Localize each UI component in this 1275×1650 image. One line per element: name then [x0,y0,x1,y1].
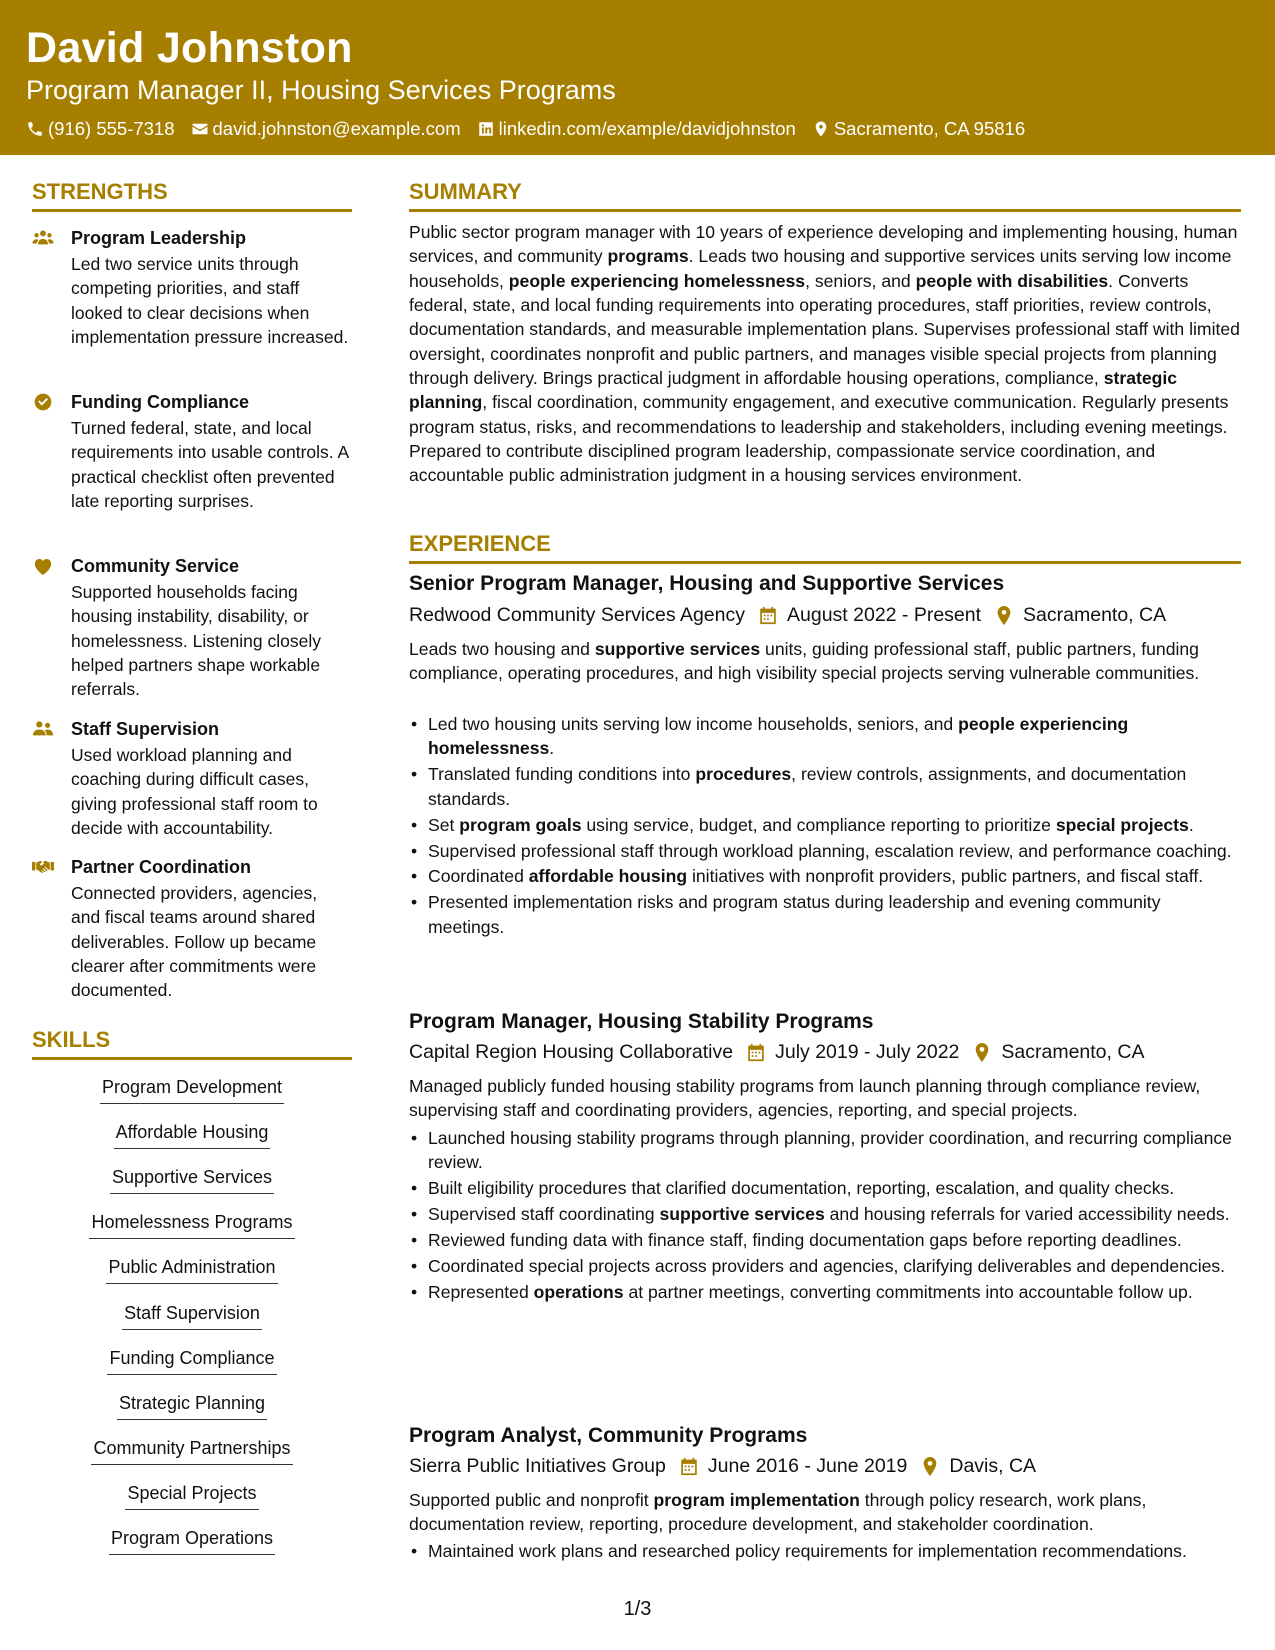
skill-tag: Supportive Services [32,1165,352,1194]
bullet-item [409,864,1241,888]
bold-text: operations [533,1282,624,1303]
text-run: Managed publicly funded housing stability programs from launch planning through compliance review, supervising staff and coordinating providers, agencies, reporting, and special projects. [409,1076,1201,1121]
bullet-item [409,1228,1241,1252]
strength-title: Partner Coordination [71,857,252,877]
skills-heading: SKILLS [32,1027,111,1052]
bullet-item [409,712,1241,761]
strength-title: Funding Compliance [71,392,249,412]
strength-text: Turned federal, state, and local requirements into usable controls. A practical checklist often prevented late reporting surprises. [71,418,349,511]
bold-text: program goals [459,814,582,835]
contact-location [812,116,1025,142]
text-run: and housing referrals for varied accessibility needs. [824,1204,1230,1225]
summary-rule [409,209,1241,212]
bullet-item [409,1539,1241,1563]
job-title: Program Manager, Housing Stability Programs [409,1010,874,1033]
handshake-icon [32,857,54,877]
text-run: Translated funding conditions into [428,764,696,785]
bullet-item [409,890,1241,939]
job-bullets [409,712,1241,941]
experience-rule [409,561,1241,564]
job-dates: July 2019 - July 2022 [775,1041,960,1063]
phone-icon [26,120,44,138]
job-description [409,637,1241,686]
email-text: david.johnston@example.com [212,118,461,139]
text-run: , seniors, and [805,270,916,291]
text-run: Coordinated special projects across providers and agencies, clarifying deliverables and dependencies. [428,1256,1226,1277]
page-number: 1/3 [623,1598,652,1620]
skill-tag: Staff Supervision [32,1301,352,1330]
map-pin-icon [812,120,830,138]
strength-text: Supported households facing housing instability, disability, or homelessness. Listening closely helped partners shape workable referrals. [71,582,321,700]
heart-icon [32,556,54,576]
job-meta [409,1039,1144,1065]
contact-email[interactable] [191,116,461,142]
candidate-name: David Johnston [26,24,353,72]
user-group-icon [32,719,54,739]
text-run: Coordinated [428,866,529,887]
skills-rule [32,1057,352,1060]
text-run: , fiscal coordination, community engagement, and executive communication. Regularly presents program status, risks, and recommendations to leadership and stakeholders, including evening meetings. Prepared to contribute disciplined program leadership, compassionate service coordination, and accountable public administration judgment in a housing services environment. [409,392,1229,486]
text-run: Leads two housing and [409,639,595,659]
job-org: Capital Region Housing Collaborative [409,1041,734,1063]
text-run: . Converts federal, state, and local funding requirements into operating procedures, staff priorities, review controls, documentation standards, and measurable implementation plans. Supervises professional staff with limited oversight, coordinates nonprofit and public partners, and manages visible special projects from planning through delivery. Brings practical judgment in affordable housing operations, compliance, [409,270,1240,389]
skill-tag: Community Partnerships [32,1436,352,1465]
bold-text: supportive services [659,1204,825,1225]
strengths-rule [32,209,352,212]
bullet-item [409,1280,1241,1304]
resume-header [0,0,1275,155]
calendar-icon [680,1457,698,1476]
strength-text: Led two service units through competing priorities, and staff looked to clear decisions when implementation pressure increased. [71,254,349,347]
skill-tag: Program Operations [32,1526,352,1555]
text-run: , review controls, assignments, and documentation standards. [428,764,1187,809]
map-pin-icon [995,606,1013,625]
job-meta [409,1453,1036,1479]
text-run: initiatives with nonprofit providers, public partners, and fiscal staff. [687,866,1204,887]
job-org: Sierra Public Initiatives Group [409,1455,666,1477]
bullet-item [409,1126,1241,1175]
bold-text: people with disabilities [915,270,1109,291]
text-run: Supported public and nonprofit [409,1490,654,1510]
bullet-item [409,1202,1241,1226]
bold-text: programs [607,246,689,267]
text-run: Public sector program manager with 10 years of experience developing and implementing housing, human services, and community [409,222,1238,267]
job-title: Program Analyst, Community Programs [409,1424,808,1447]
skill-tag: Strategic Planning [32,1391,352,1420]
job-title: Senior Program Manager, Housing and Supportive Services [409,572,1005,595]
candidate-role: Program Manager II, Housing Services Programs [26,75,616,105]
bullet-item [409,762,1241,811]
map-pin-icon [921,1457,939,1476]
bold-text: supportive services [594,639,761,659]
job-description [409,1488,1241,1537]
bold-text: special projects [1055,814,1189,835]
text-run: at partner meetings, converting commitments into accountable follow up. [623,1282,1193,1303]
text-run: Supervised staff coordinating [428,1204,660,1225]
phone-text: (916) 555-7318 [48,118,175,139]
strength-text: Used workload planning and coaching during difficult cases, giving professional staff room to decide with accountability. [71,745,318,838]
text-run: Built eligibility procedures that clarified documentation, reporting, escalation, and quality checks. [428,1178,1175,1199]
text-run: through policy research, work plans, documentation review, reporting, procedure development, and stakeholder coordination. [409,1490,1147,1535]
job-bullets [409,1126,1241,1306]
skill-tag: Public Administration [32,1255,352,1284]
text-run: Maintained work plans and researched policy requirements for implementation recommendations. [428,1541,1187,1561]
experience-heading: EXPERIENCE [409,531,551,556]
skill-tag: Special Projects [32,1481,352,1510]
text-run: Led two housing units serving low income households, seniors, and [428,714,959,734]
linkedin-text: linkedin.com/example/davidjohnston [498,118,796,139]
bullet-item [409,839,1241,863]
job-org: Redwood Community Services Agency [409,604,745,626]
job-meta [409,602,1166,628]
skill-tag: Program Development [32,1075,352,1104]
text-run: Set [428,814,460,835]
check-circle-icon [32,392,54,412]
text-run: Launched housing stability programs through planning, provider coordination, and recurring compliance review. [428,1128,1232,1173]
bold-text: people experiencing homelessness [428,714,1129,759]
bold-text: strategic planning [409,368,1178,413]
job-location: Sacramento, CA [1001,1041,1145,1063]
summary-heading: SUMMARY [409,179,522,204]
envelope-icon [191,120,209,138]
strength-title: Staff Supervision [71,719,220,739]
job-dates: June 2016 - June 2019 [707,1455,908,1477]
job-location: Davis, CA [949,1455,1037,1477]
bold-text: program implementation [653,1490,860,1510]
location-text: Sacramento, CA 95816 [833,118,1026,139]
job-location: Sacramento, CA [1023,604,1167,626]
map-pin-icon [973,1043,991,1062]
strength-text: Connected providers, agencies, and fiscal teams around shared deliverables. Follow up became clearer after commitments were documented. [71,883,318,1001]
bullet-item [409,1176,1241,1200]
bullet-item [409,1254,1241,1278]
text-run: . [549,738,555,759]
contact-linkedin[interactable] [477,116,796,142]
calendar-icon [747,1043,765,1062]
strengths-heading: STRENGTHS [32,179,168,204]
contact-phone[interactable] [26,116,175,142]
users-icon [32,228,54,248]
job-bullets [409,1539,1241,1565]
text-run: Presented implementation risks and program status during leadership and evening community meetings. [428,892,1161,937]
bullet-item [409,813,1241,837]
skill-tag: Homelessness Programs [32,1210,352,1239]
text-run: Supervised professional staff through workload planning, escalation review, and performance coaching. [428,840,1232,861]
job-description [409,1074,1241,1123]
text-run: . [1188,814,1194,835]
bold-text: affordable housing [528,866,688,887]
text-run: units, guiding professional staff, public partners, funding compliance, operating procedures, and high visibility special projects serving vulnerable communities. [409,639,1200,684]
strength-title: Community Service [71,556,240,576]
bold-text: procedures [695,764,792,785]
skill-tag: Funding Compliance [32,1346,352,1375]
text-run: using service, budget, and compliance reporting to prioritize [581,814,1056,835]
job-dates: August 2022 - Present [787,604,982,626]
contact-bar [26,116,1041,142]
text-run: . Leads two housing and supportive services units serving low income households, [409,246,1232,291]
text-run: Represented [428,1282,534,1303]
calendar-icon [759,606,777,625]
summary-text [409,220,1241,488]
linkedin-icon [477,120,495,138]
skill-tag: Affordable Housing [32,1120,352,1149]
bold-text: people experiencing homelessness [508,270,806,291]
text-run: Reviewed funding data with finance staff, finding documentation gaps before reporting deadlines. [428,1230,1182,1251]
strength-title: Program Leadership [71,228,247,248]
